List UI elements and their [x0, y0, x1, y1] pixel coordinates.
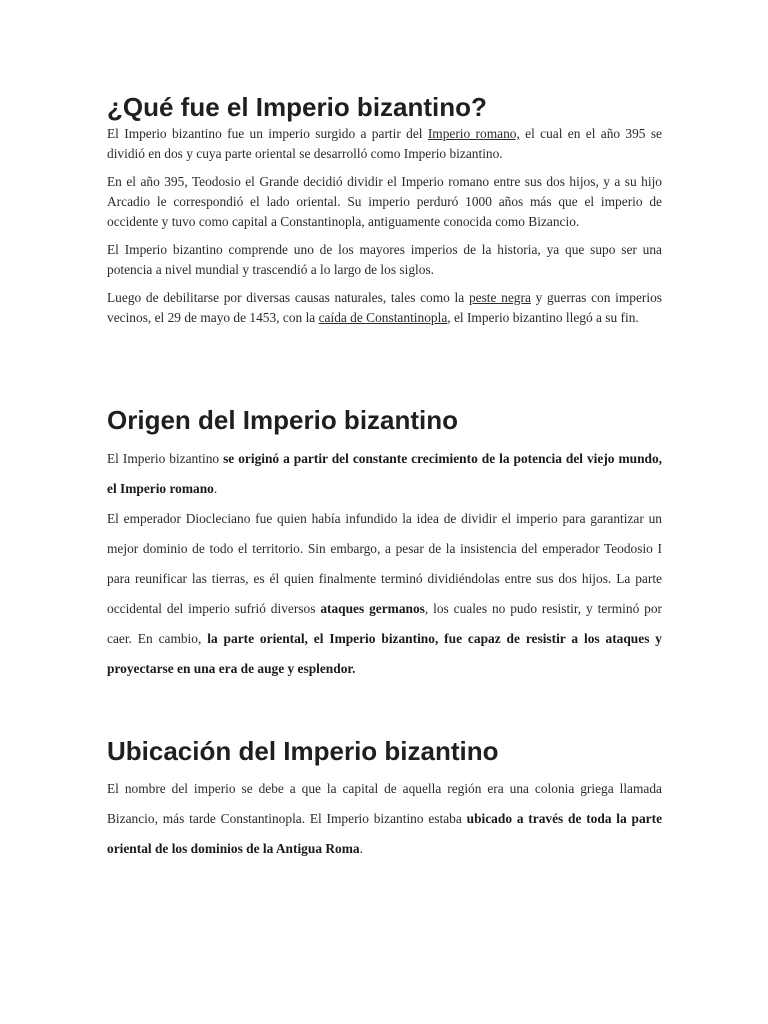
section-title: Origen del Imperio bizantino [107, 405, 459, 435]
paragraph: En el año 395, Teodosio el Grande decidió dividir el Imperio romano entre sus dos hijos, y a su hijo Arcadio le correspondió el lado oriental. Su imperio perduró 1000 años más que el imperio de occidente y tuvo como capital a Constantinopla, antiguamente conocida como Bizancio. [107, 174, 662, 229]
text-run: Luego de debilitarse por diversas causas naturales, tales como la [107, 290, 469, 305]
section-ubicacion [107, 736, 662, 864]
text-run: el cual en el año 395 se dividió en dos y cuya parte oriental se desarrolló como Imperio bizantino. [107, 126, 662, 161]
paragraph [107, 288, 662, 328]
text-run: El Imperio bizantino fue un imperio surgido a partir del [107, 126, 428, 141]
paragraph [107, 774, 662, 864]
paragraph: El Imperio bizantino comprende uno de los mayores imperios de la historia, ya que supo ser una potencia a nivel mundial y trascendió a lo largo de los siglos. [107, 242, 662, 277]
text-run: , los cuales no pudo resistir, y terminó por caer. En cambio, [107, 601, 662, 646]
bold-text: ubicado a través de toda la parte oriental de los dominios de la Antigua Roma [107, 811, 663, 856]
text-run: El emperador Diocleciano fue quien había infundido la idea de dividir el imperio para garantizar un mejor dominio de todo el territorio. Sin embargo, a pesar de la insistencia del emperador Teodosio I para reunificar las tierras, es él quien finalmente terminó dividiéndolas entre sus dos hijos. La parte occidental del imperio sufrió diversos [107, 511, 662, 616]
section-title: Ubicación del Imperio bizantino [107, 736, 499, 766]
bold-text: ataques germanos [320, 601, 425, 616]
text-run: . [213, 481, 218, 496]
paragraph [107, 444, 662, 504]
link-imperio-romano[interactable]: Imperio romano, [427, 126, 520, 141]
paragraph [107, 504, 662, 684]
section-title: ¿Qué fue el Imperio bizantino? [107, 92, 487, 122]
paragraph [107, 124, 662, 164]
link-peste-negra[interactable]: peste negra [468, 290, 531, 305]
text-run: y guerras con imperios vecinos, el 29 de mayo de 1453, con la [107, 290, 662, 325]
text-run: , el Imperio bizantino llegó a su fin. [447, 310, 639, 325]
bold-text: la parte oriental, el Imperio bizantino, fue capaz de resistir a los ataques y proyectarse en una era de auge y esplendor. [107, 631, 663, 676]
bold-text: se originó a partir del constante crecimiento de la potencia del viejo mundo, el Imperio romano [107, 451, 663, 496]
text-run: El nombre del imperio se debe a que la capital de aquella región era una colonia griega llamada Bizancio, más tarde Constantinopla. El Imperio bizantino estaba [107, 781, 662, 826]
section-origen [107, 405, 662, 684]
link-caida-constantinopla[interactable]: caída de Constantinopla [318, 310, 448, 325]
text-run: . [359, 841, 363, 856]
text-run: El Imperio bizantino [107, 451, 224, 466]
section-que-fue [107, 92, 662, 336]
